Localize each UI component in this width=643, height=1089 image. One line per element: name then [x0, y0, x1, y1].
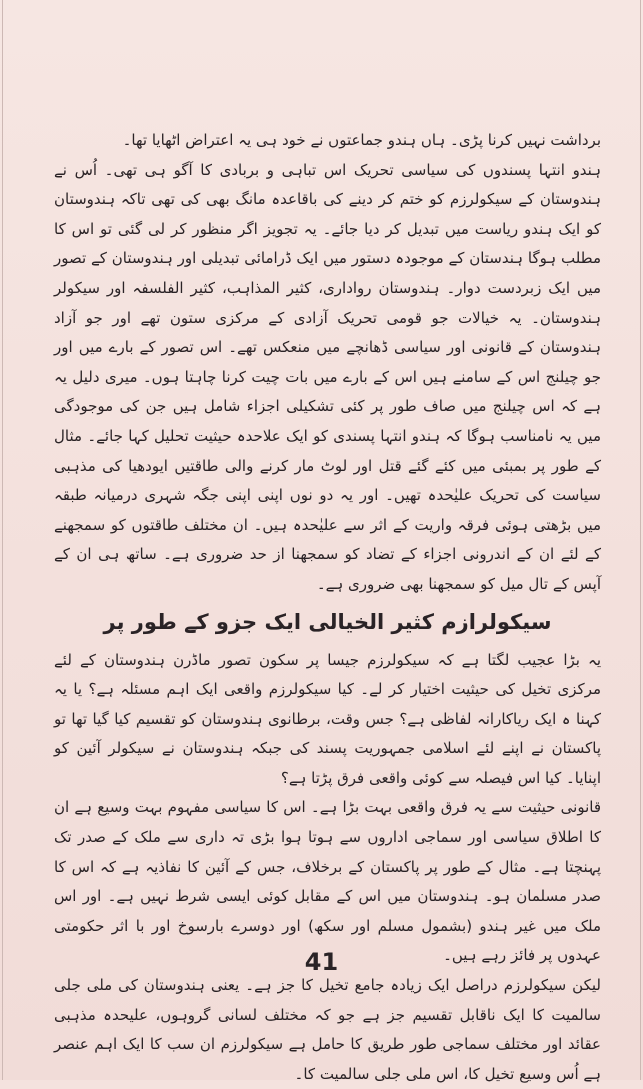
- paragraph-3: یہ بڑا عجیب لگتا ہے کہ سیکولرزم جیسا پر سکون تصور ماڈرن ہندوستان کے لئے مرکزی تخیل کی حیثیت اختیار کر لے۔ کیا سیکولرزم واقعی ایک اہم مسئلہ ہے؟ یا یہ کہنا ہ ایک ریاکارانہ لفاظی ہے؟ جس وقت، برطانوی ہندوستان کو تقسیم کیا گیا تھا تو پاکستان نے اپنے لئے اسلامی جمہوریت پسند کی جبکہ ہندوستان نے سیکولر آئین کو اپنایا۔ کیا اس فیصلہ سے کوئی واقعی فرق پڑتا ہے؟: [54, 650, 601, 787]
- page-edge-right: [640, 0, 641, 1080]
- paragraph-5: لیکن سیکولرزم دراصل ایک زیادہ جامع تخیل کا جز ہے۔ یعنی ہندوستان کی ملی جلی سالمیت کا ایک ناقابل تقسیم جز ہے جو کہ مختلف لسانی گروہوں، علیحدہ مذہبی عقائد اور مختلف سماجی طور طریق کا حامل ہے سیکولرزم ان سب کا ایک اہم عنصر ہے اُس وسیع تخیل کا، اس ملی جلی سالمیت کا۔: [54, 976, 601, 1083]
- paragraph-1: برداشت نہیں کرنا پڑی۔ ہاں ہندو جماعتوں نے خود ہی یہ اعتراض اٹھایا تھا۔: [122, 131, 601, 149]
- paragraph-4: قانونی حیثیت سے یہ فرق واقعی بہت بڑا ہے۔ اس کا سیاسی مفہوم بہت وسیع ہے ان کا اطلاق سیاسی اور سماجی اداروں سے ہوتا ہوا بڑی تہ داری سے ملک کے صدر تک پہنچتا ہے۔ مثال کے طور پر پاکستان کے برخلاف، جس کے آئین کا نفاذیہ ہے کہ اس کا صدر مسلمان ہو۔ ہندوستان میں اس کے مقابل کوئی ایسی شرط نہیں ہے۔ اور اس ملک میں غیر ہندو (بشمول مسلم اور سکھ) اور دوسرے بارسوخ اور با اثر حکومتی عہدوں پر فائز رہے ہیں۔: [54, 798, 601, 965]
- section-heading: سیکولرازم کثیر الخیالی ایک جزو کے طور پر: [103, 609, 552, 634]
- paragraph-2: ہندو انتہا پسندوں کی سیاسی تحریک اس تباہی و بربادی کا آگو ہی تھی۔ اُس نے ہندوستان کے سیکولرزم کو ختم کر دینے کی باقاعدہ مانگ بھی کی تھی تاکہ ہندوستان کو ایک ہندو ریاست میں تبدیل کر دیا جائے۔ یہ تجویز اگر منظور کر لی گئی تو اس کا مطلب ہوگا ہندستان کے موجودہ دستور میں ایک ڈرامائی تبدیلی اور ہندوستان کے تصور میں ایک زبردست دوار۔ ہندوستان رواداری، کثیر المذاہب، کثیر الفلسفہ اور سیکولر ہندوستان۔ یہ خیالات جو قومی تحریک آزادی کے مرکزی ستون تھے اور جو آزاد ہندوستان کے قانونی اور سیاسی ڈھانچے میں منعکس تھے۔ اس تصور کے بارے میں اور جو چیلنج اس کے سامنے ہیں اس کے بارے میں بات چیت کرنا چاہتا ہوں۔ میری دلیل یہ ہے کہ اس چیلنج میں صاف طور پر کئی تشکیلی اجزاء شامل ہیں جن کی موجودگی میں یہ نامناسب ہوگا کہ ہندو انتہا پسندی کو ایک علاحدہ حیثیت تحلیل کہا جائے۔ مثال کے طور پر بمبئی میں کئے گئے قتل اور لوٹ مار کرنے والی طاقتیں ایودھیا کی مذہبی سیاست کی تحریک علیٰحدہ تھیں۔ اور یہ دو نوں اپنی اپنی جگہ شہری درمیانہ طبقہ میں بڑھتی ہوئی فرقہ واریت کے اثر سے علیٰحدہ ہیں۔ ان مختلف طاقتوں کو سمجھنے کے لئے ان کے اندرونی اجزاء کے تضاد کو سمجھنا از حد ضروری ہے۔ ساتھ ہی ان کے آپس کے تال میل کو سمجھنا بھی ضروری ہے۔: [54, 160, 601, 593]
- page-edge-left: [2, 0, 3, 1080]
- page-body: [54, 126, 601, 1089]
- page-number: 41: [304, 948, 339, 976]
